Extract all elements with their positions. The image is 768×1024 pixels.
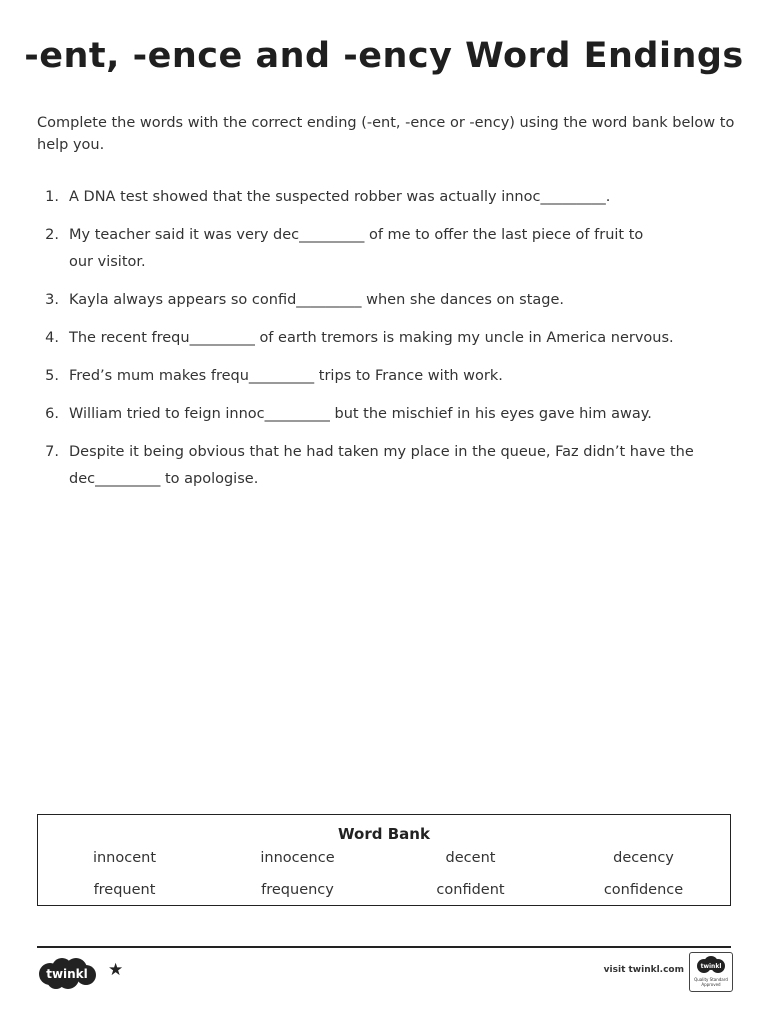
question-number: 3. xyxy=(45,292,59,308)
badge-cloud-icon xyxy=(694,955,728,975)
word-bank-word: frequent xyxy=(93,882,156,898)
question-item xyxy=(37,401,727,428)
badge-logo-text: twinkl xyxy=(700,963,722,970)
question-text: My teacher said it was very dec_________ of me to offer the last piece of fruit to our visitor. xyxy=(69,227,644,270)
question-number: 5. xyxy=(45,368,59,384)
question-number: 7. xyxy=(45,444,59,460)
visit-link[interactable]: visit twinkl.com xyxy=(603,965,684,975)
word-bank-word: innocent xyxy=(92,850,157,866)
question-item xyxy=(37,439,727,493)
question-text: A DNA test showed that the suspected robber was actually innoc_________. xyxy=(69,189,611,205)
question-number: 1. xyxy=(45,189,59,205)
question-item xyxy=(37,287,727,314)
quality-badge xyxy=(689,952,733,992)
word-bank-word: innocence xyxy=(260,850,335,866)
question-text: Fred’s mum makes frequ_________ trips to France with work. xyxy=(69,368,503,384)
badge-label: Approved xyxy=(701,982,721,987)
question-number: 6. xyxy=(45,406,59,422)
logo-text: twinkl xyxy=(46,967,88,981)
question-text: Kayla always appears so confid_________ when she dances on stage. xyxy=(69,292,565,308)
word-bank-row xyxy=(38,882,730,898)
word-bank-word: decent xyxy=(445,850,496,866)
question-list xyxy=(37,184,727,504)
word-bank-row xyxy=(38,850,730,866)
word-bank-word: decency xyxy=(613,850,674,866)
worksheet-title: -ent, -ence and -ency Word Endings xyxy=(24,36,744,76)
word-bank-title: Word Bank xyxy=(338,825,430,843)
question-text: Despite it being obvious that he had taken my place in the queue, Faz didn’t have the dec_________ to apologise. xyxy=(69,444,694,487)
question-item xyxy=(37,222,727,276)
word-bank-word: confidence xyxy=(603,882,684,898)
word-bank-word: frequency xyxy=(261,882,334,898)
instructions-text: Complete the words with the correct ending (-ent, -ence or -ency) using the word bank below to help you. xyxy=(37,115,735,153)
word-bank-word: confident xyxy=(436,882,505,898)
question-number: 2. xyxy=(45,227,59,243)
star-icon: ★ xyxy=(108,960,124,980)
question-item xyxy=(37,184,727,211)
question-number: 4. xyxy=(45,330,59,346)
question-item xyxy=(37,363,727,390)
twinkl-logo[interactable] xyxy=(36,956,98,990)
footer-divider xyxy=(37,946,731,948)
badge-label: Quality Standard xyxy=(694,977,728,982)
question-text: The recent frequ_________ of earth tremors is making my uncle in America nervous. xyxy=(69,330,674,346)
word-bank-box xyxy=(37,814,731,906)
question-text: William tried to feign innoc_________ but the mischief in his eyes gave him away. xyxy=(69,406,652,422)
question-item xyxy=(37,325,727,352)
